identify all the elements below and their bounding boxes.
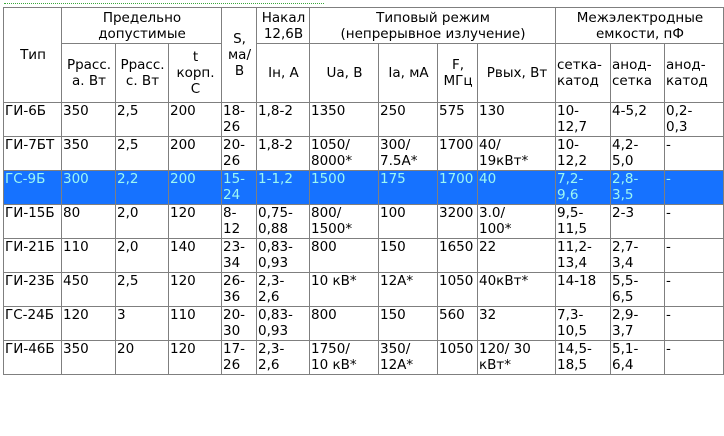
cell-freq: 1700 bbox=[438, 137, 478, 171]
cell-type: ГС-24Б bbox=[4, 307, 62, 341]
cell-p-grid: 2,5 bbox=[116, 273, 169, 307]
cell-c-anode-grid: 2,7- 3,4 bbox=[611, 239, 665, 273]
cell-type: ГИ-46Б bbox=[4, 341, 62, 375]
cell-freq: 575 bbox=[438, 103, 478, 137]
cell-t-case: 110 bbox=[169, 307, 222, 341]
cell-c-anode-grid: 5,5- 6,5 bbox=[611, 273, 665, 307]
cell-c-anode-grid: 5,1- 6,4 bbox=[611, 341, 665, 375]
cell-s: 17- 26 bbox=[222, 341, 257, 375]
col-c-anode-cathode: анод- катод bbox=[665, 44, 724, 103]
col-type: Тип bbox=[4, 8, 62, 103]
dotted-line bbox=[4, 3, 324, 5]
cell-pout: 40/ 19кВт* bbox=[478, 137, 556, 171]
cell-freq: 1700 bbox=[438, 171, 478, 205]
cell-ia: 12А* bbox=[379, 273, 438, 307]
cell-ua: 1500 bbox=[310, 171, 379, 205]
cell-t-case: 200 bbox=[169, 171, 222, 205]
cell-ia: 100 bbox=[379, 205, 438, 239]
cell-c-grid-cathode: 14-18 bbox=[556, 273, 611, 307]
cell-c-grid-cathode: 11,2- 13,4 bbox=[556, 239, 611, 273]
cell-s: 20- 26 bbox=[222, 137, 257, 171]
cell-p-anode: 350 bbox=[62, 103, 116, 137]
cell-ua: 10 кВ* bbox=[310, 273, 379, 307]
cell-p-anode: 300 bbox=[62, 171, 116, 205]
cell-p-anode: 120 bbox=[62, 307, 116, 341]
cell-p-grid: 2,2 bbox=[116, 171, 169, 205]
cell-pout: 130 bbox=[478, 103, 556, 137]
cell-s: 23- 34 bbox=[222, 239, 257, 273]
cell-t-case: 200 bbox=[169, 137, 222, 171]
cell-p-grid: 2,5 bbox=[116, 137, 169, 171]
col-filament: Накал 12,6В bbox=[257, 8, 310, 44]
cell-c-grid-cathode: 7,2- 9,6 bbox=[556, 171, 611, 205]
cell-pout: 40 bbox=[478, 171, 556, 205]
cell-freq: 3200 bbox=[438, 205, 478, 239]
cell-ia: 150 bbox=[379, 239, 438, 273]
cell-s: 20- 30 bbox=[222, 307, 257, 341]
cell-p-anode: 350 bbox=[62, 137, 116, 171]
cell-c-anode-cathode: - bbox=[665, 171, 724, 205]
col-p-grid: Pрасс. с. Вт bbox=[116, 44, 169, 103]
col-mode: Типовый режим (непрерывное излучение) bbox=[310, 8, 556, 44]
cell-c-anode-grid: 2,8- 3,5 bbox=[611, 171, 665, 205]
cell-c-anode-cathode: - bbox=[665, 137, 724, 171]
cell-c-anode-grid: 2,9- 3,7 bbox=[611, 307, 665, 341]
cell-pout: 40кВт* bbox=[478, 273, 556, 307]
cell-p-grid: 2,0 bbox=[116, 205, 169, 239]
col-p-anode: Pрасс. а. Вт bbox=[62, 44, 116, 103]
cell-s: 26- 36 bbox=[222, 273, 257, 307]
cell-i-filament: 1,8-2 bbox=[257, 103, 310, 137]
cell-ia: 175 bbox=[379, 171, 438, 205]
cell-c-anode-grid: 4,2- 5,0 bbox=[611, 137, 665, 171]
cell-i-filament: 2,3- 2,6 bbox=[257, 341, 310, 375]
col-c-grid-cathode: сетка- катод bbox=[556, 44, 611, 103]
cell-ua: 1050/ 8000* bbox=[310, 137, 379, 171]
cell-ia: 150 bbox=[379, 307, 438, 341]
cell-c-grid-cathode: 10- 12,2 bbox=[556, 137, 611, 171]
top-strip bbox=[0, 0, 698, 7]
table-row[interactable] bbox=[4, 341, 724, 375]
cell-ia: 350/ 12А* bbox=[379, 341, 438, 375]
cell-c-anode-cathode: - bbox=[665, 239, 724, 273]
table-row[interactable] bbox=[4, 205, 724, 239]
cell-freq: 1650 bbox=[438, 239, 478, 273]
cell-ua: 1350 bbox=[310, 103, 379, 137]
cell-p-anode: 80 bbox=[62, 205, 116, 239]
cell-pout: 22 bbox=[478, 239, 556, 273]
cell-freq: 1050 bbox=[438, 273, 478, 307]
cell-ua: 800 bbox=[310, 307, 379, 341]
cell-i-filament: 2,3- 2,6 bbox=[257, 273, 310, 307]
cell-c-anode-cathode: - bbox=[665, 273, 724, 307]
cell-c-grid-cathode: 7,3- 10,5 bbox=[556, 307, 611, 341]
cell-i-filament: 0,83- 0,93 bbox=[257, 307, 310, 341]
cell-p-grid: 20 bbox=[116, 341, 169, 375]
cell-i-filament: 0,83- 0,93 bbox=[257, 239, 310, 273]
cell-t-case: 120 bbox=[169, 205, 222, 239]
cell-type: ГИ-7БТ bbox=[4, 137, 62, 171]
cell-p-grid: 2,5 bbox=[116, 103, 169, 137]
col-capacitance: Межэлектродные емкости, пФ bbox=[556, 8, 724, 44]
cell-type: ГИ-15Б bbox=[4, 205, 62, 239]
cell-c-grid-cathode: 10- 12,7 bbox=[556, 103, 611, 137]
col-ua: Uа, В bbox=[310, 44, 379, 103]
cell-p-anode: 350 bbox=[62, 341, 116, 375]
cell-p-grid: 2,0 bbox=[116, 239, 169, 273]
cell-t-case: 120 bbox=[169, 273, 222, 307]
col-freq: F, МГц bbox=[438, 44, 478, 103]
cell-t-case: 200 bbox=[169, 103, 222, 137]
cell-t-case: 120 bbox=[169, 341, 222, 375]
cell-c-anode-grid: 2-3 bbox=[611, 205, 665, 239]
table-row[interactable] bbox=[4, 273, 724, 307]
cell-c-anode-grid: 4-5,2 bbox=[611, 103, 665, 137]
cell-pout: 120/ 30 кВт* bbox=[478, 341, 556, 375]
table-row[interactable] bbox=[4, 307, 724, 341]
cell-pout: 3.0/ 100* bbox=[478, 205, 556, 239]
table-row[interactable] bbox=[4, 171, 724, 205]
col-c-anode-grid: анод- сетка bbox=[611, 44, 665, 103]
cell-ia: 250 bbox=[379, 103, 438, 137]
cell-i-filament: 1-1,2 bbox=[257, 171, 310, 205]
cell-freq: 1050 bbox=[438, 341, 478, 375]
cell-ua: 800/ 1500* bbox=[310, 205, 379, 239]
cell-ua: 800 bbox=[310, 239, 379, 273]
cell-freq: 560 bbox=[438, 307, 478, 341]
table-row[interactable] bbox=[4, 103, 724, 137]
cell-type: ГИ-21Б bbox=[4, 239, 62, 273]
cell-p-grid: 3 bbox=[116, 307, 169, 341]
cell-c-anode-cathode: - bbox=[665, 341, 724, 375]
col-t-case: t корп. C bbox=[169, 44, 222, 103]
cell-p-anode: 110 bbox=[62, 239, 116, 273]
cell-type: ГС-9Б bbox=[4, 171, 62, 205]
cell-i-filament: 1,8-2 bbox=[257, 137, 310, 171]
cell-c-anode-cathode: 0,2- 0,3 bbox=[665, 103, 724, 137]
cell-c-anode-cathode: - bbox=[665, 205, 724, 239]
cell-p-anode: 450 bbox=[62, 273, 116, 307]
table-row[interactable] bbox=[4, 239, 724, 273]
col-ia: Iа, мА bbox=[379, 44, 438, 103]
cell-ia: 300/ 7.5А* bbox=[379, 137, 438, 171]
col-pout: Pвых, Вт bbox=[478, 44, 556, 103]
cell-c-grid-cathode: 9,5- 11,5 bbox=[556, 205, 611, 239]
col-s: S, ма/ В bbox=[222, 8, 257, 103]
cell-i-filament: 0,75- 0,88 bbox=[257, 205, 310, 239]
tube-spec-table bbox=[3, 7, 724, 375]
col-limits: Предельно допустимые bbox=[62, 8, 222, 44]
cell-pout: 32 bbox=[478, 307, 556, 341]
cell-type: ГИ-23Б bbox=[4, 273, 62, 307]
cell-s: 18- 26 bbox=[222, 103, 257, 137]
cell-s: 15- 24 bbox=[222, 171, 257, 205]
cell-ua: 1750/ 10 кВ* bbox=[310, 341, 379, 375]
cell-type: ГИ-6Б bbox=[4, 103, 62, 137]
cell-t-case: 140 bbox=[169, 239, 222, 273]
cell-c-anode-cathode: - bbox=[665, 307, 724, 341]
table-row[interactable] bbox=[4, 137, 724, 171]
cell-c-grid-cathode: 14,5- 18,5 bbox=[556, 341, 611, 375]
cell-s: 8- 12 bbox=[222, 205, 257, 239]
col-i-filament: Iн, А bbox=[257, 44, 310, 103]
